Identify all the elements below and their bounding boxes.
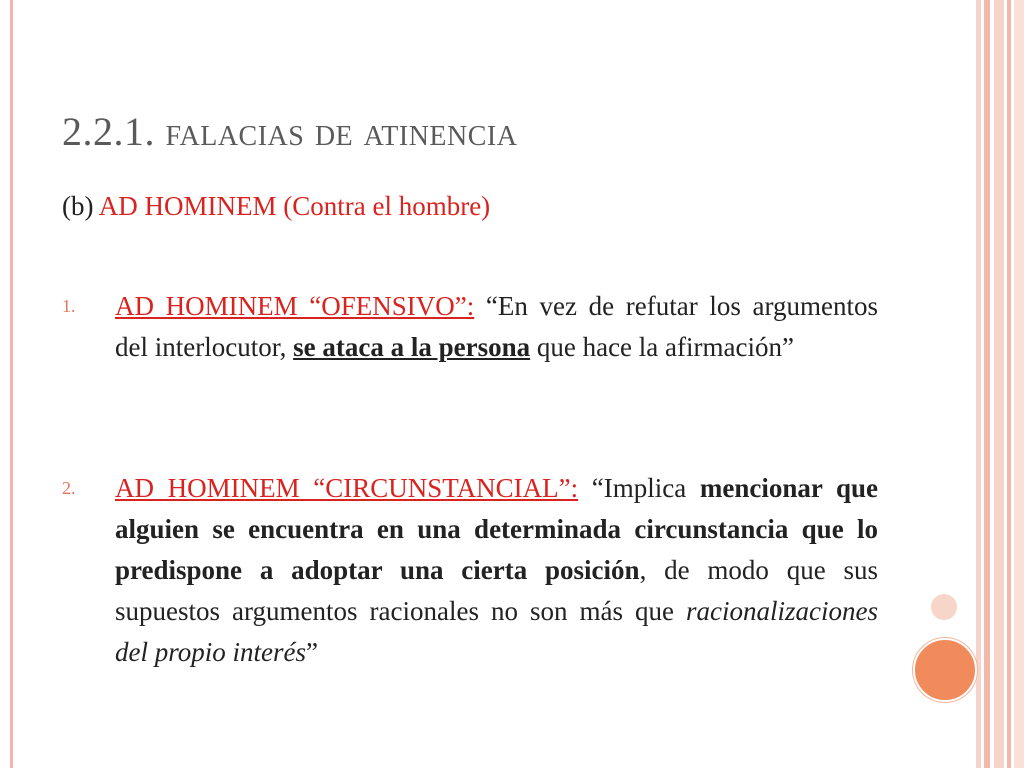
decorative-circle-large (913, 638, 977, 702)
list-item (62, 286, 878, 368)
item-text: , de modo que sus supuestos argumentos racionales no son más que (115, 555, 878, 626)
list-item (62, 468, 878, 673)
subtitle-prefix: (b) (62, 191, 94, 221)
item-text: “Implica (578, 473, 700, 503)
item-text: “En vez de refutar los argumentos del interlocutor, (115, 291, 878, 362)
stripe (1014, 0, 1024, 768)
subtitle-label: AD HOMINEM (Contra el hombre) (98, 191, 491, 221)
item-emphasis: mencionar que alguien se encuentra en una determinada circunstancia que lo predispone a adoptar una cierta posición (115, 473, 879, 585)
title-text: falacias de atinencia (165, 109, 518, 154)
list-number: 2. (62, 478, 76, 498)
stripe (976, 0, 981, 768)
fallacy-label: AD HOMINEM “OFENSIVO”: (115, 291, 475, 321)
fallacy-label: AD HOMINEM “CIRCUNSTANCIAL”: (115, 473, 579, 503)
stripe (984, 0, 990, 768)
left-border (0, 0, 14, 768)
title-number: 2.2.1. (62, 109, 155, 154)
decorative-stripes (976, 0, 1024, 768)
item-text: que hace la afirmación” (530, 332, 794, 362)
item-italic: racionalizaciones del propio interés (115, 596, 878, 667)
item-text: ” (305, 637, 318, 667)
slide-subtitle (62, 191, 490, 222)
list-number: 1. (62, 296, 76, 316)
item-emphasis: se ataca a la persona (293, 332, 531, 362)
list-item-body (115, 286, 878, 368)
stripe (994, 0, 1004, 768)
list-item-body (115, 468, 878, 673)
stripe (1007, 0, 1011, 768)
slide-title (62, 108, 517, 155)
decorative-circle-small (931, 594, 957, 620)
